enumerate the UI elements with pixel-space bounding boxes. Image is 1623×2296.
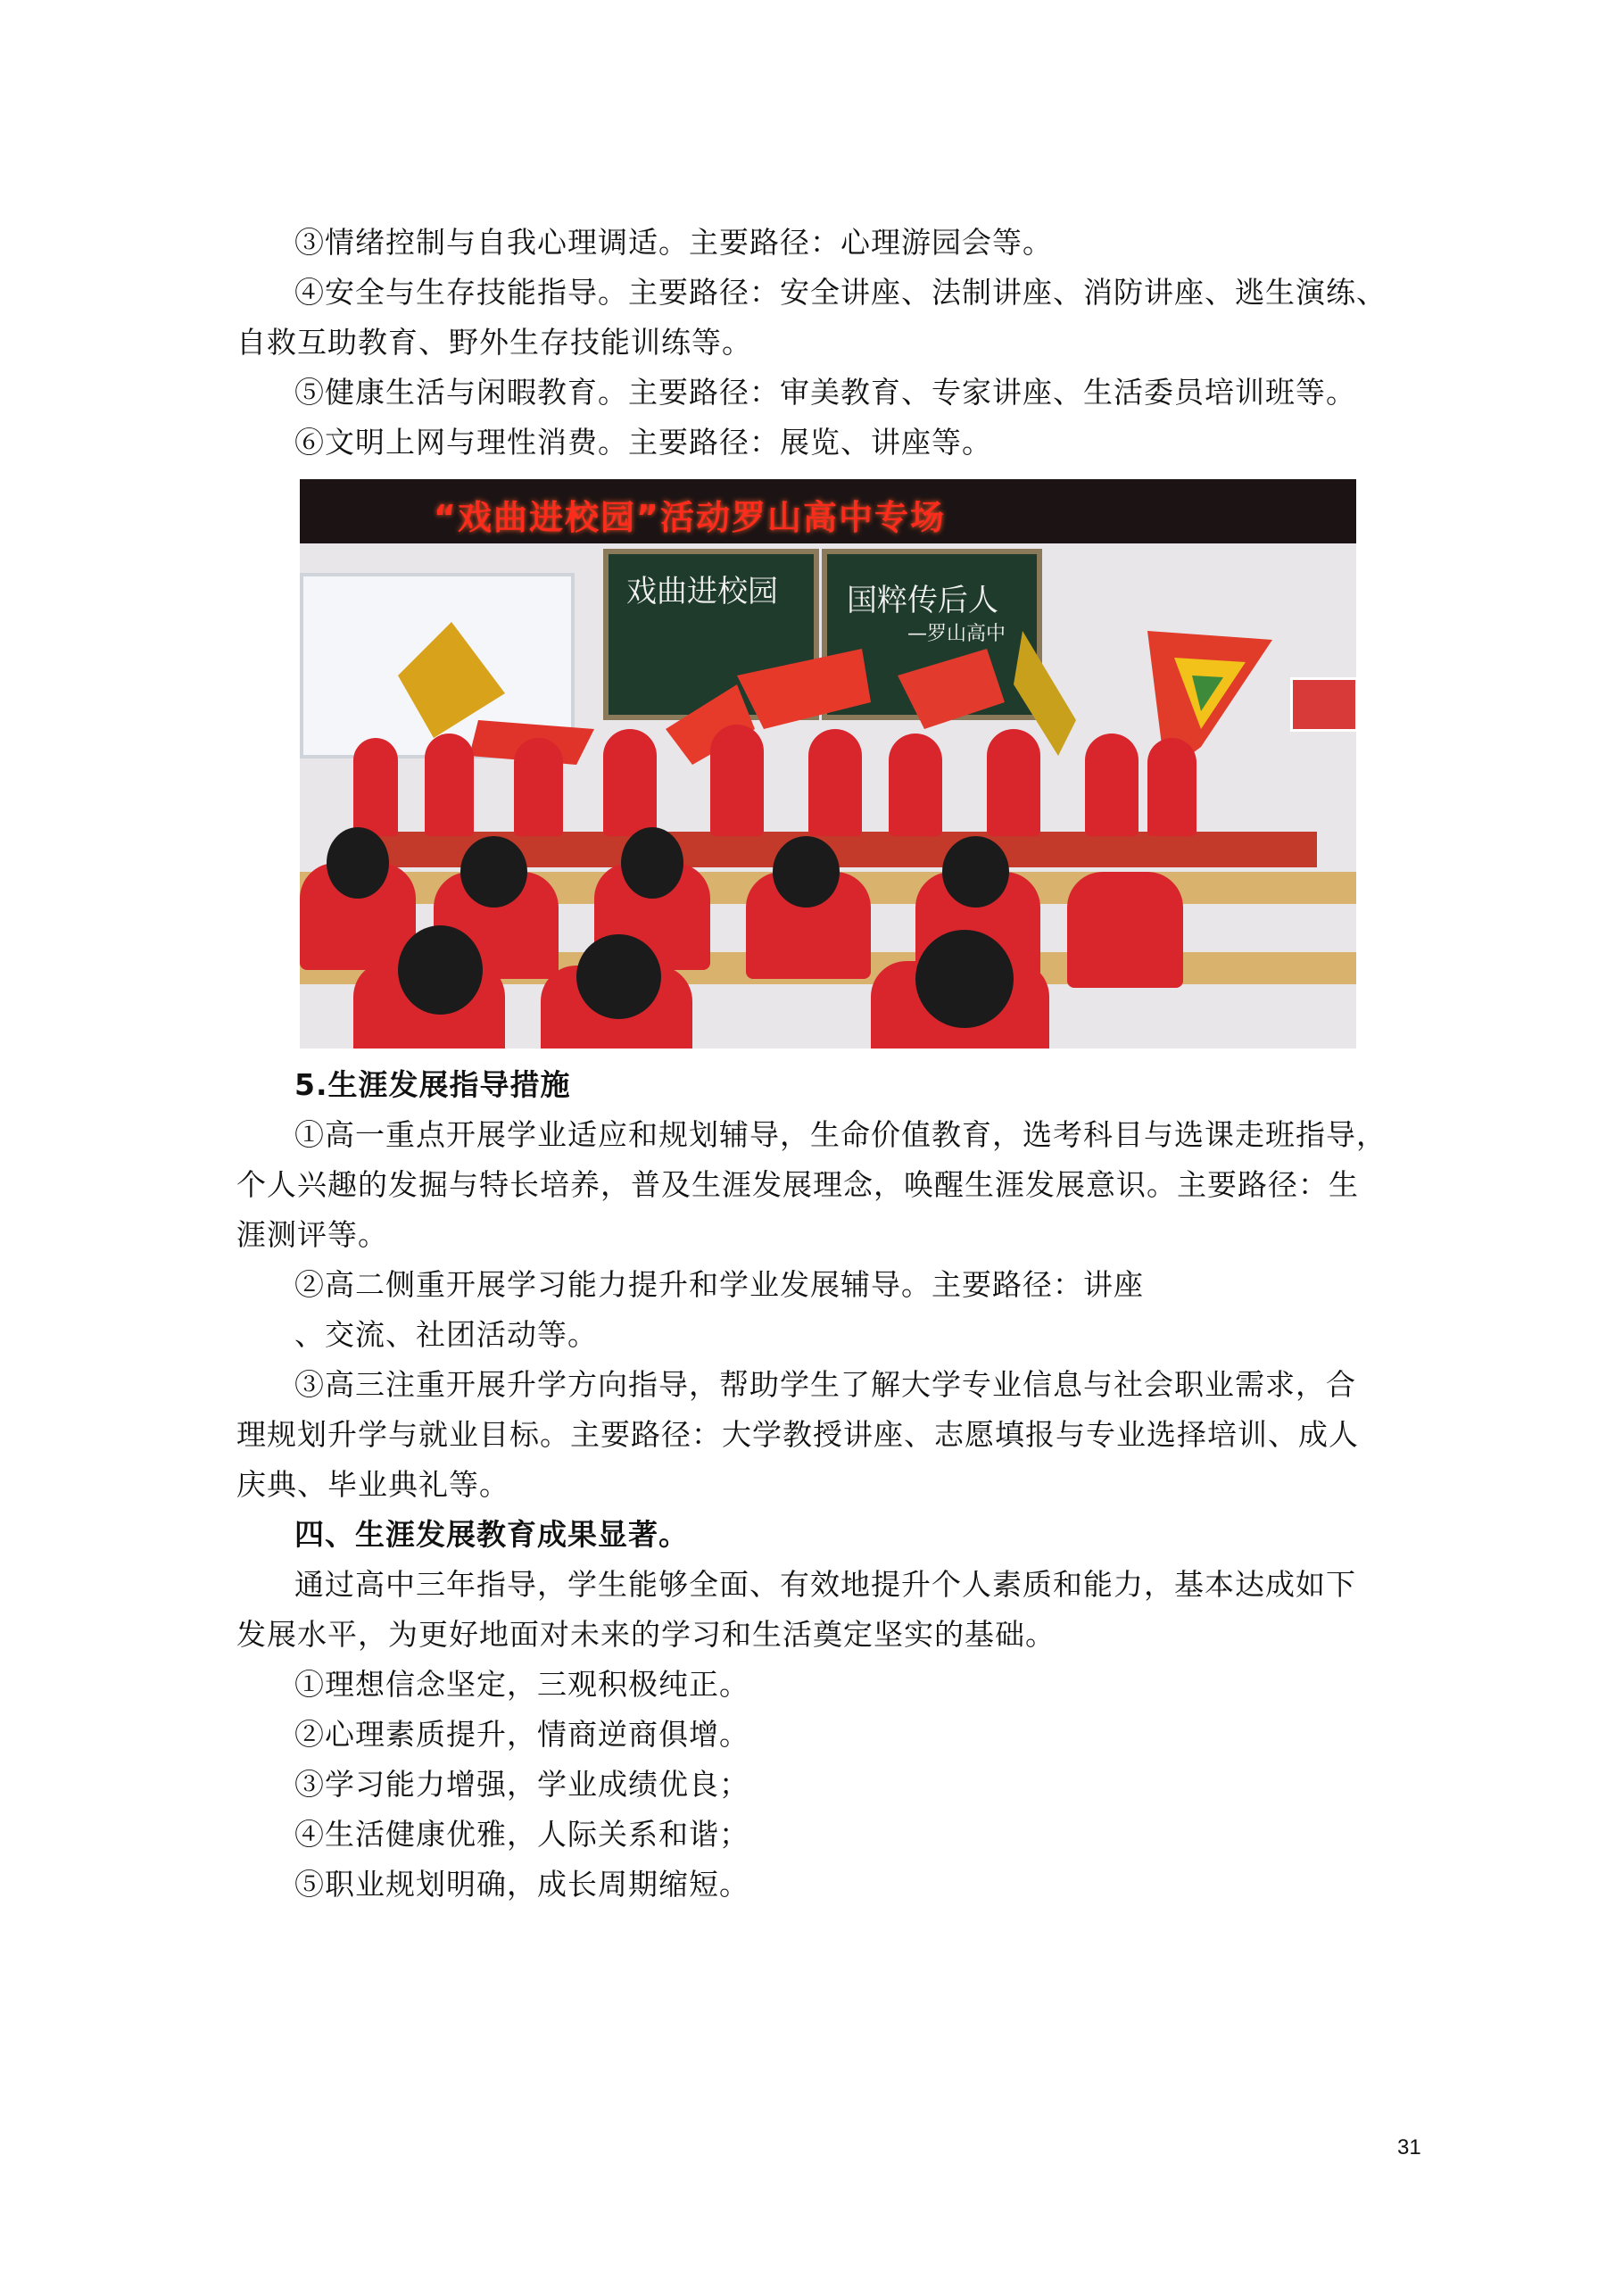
photo-audience-head: [621, 827, 683, 899]
photo-performer: [808, 729, 862, 836]
photo-red-sign: [1290, 677, 1356, 732]
photo-performer: [889, 734, 942, 836]
section5-line: ①高一重点开展学业适应和规划辅导，生命价值教育，选考科目与选课走班指导，: [294, 1117, 1387, 1152]
section5-heading: 5.生涯发展指导措施: [294, 1067, 571, 1102]
photo-performer: [1085, 734, 1139, 836]
text-line-health: ⑤健康生活与闲暇教育。主要路径：审美教育、专家讲座、生活委员培训班等。: [294, 375, 1356, 410]
section4-line: ④生活健康优雅，人际关系和谐；: [294, 1817, 749, 1852]
photo-performer: [425, 734, 474, 836]
photo-performer: [603, 729, 657, 836]
photo-audience: [1067, 872, 1183, 988]
text-line-safety-cont: 自救互助教育、野外生存技能训练等。: [236, 325, 752, 360]
photo-performer: [514, 738, 563, 836]
section4-line: 发展水平，为更好地面对未来的学习和生活奠定坚实的基础。: [236, 1617, 1056, 1652]
section4-heading: 四、生涯发展教育成果显著。: [294, 1517, 689, 1552]
section5-line: 个人兴趣的发掘与特长培养，普及生涯发展理念，唤醒生涯发展意识。主要路径：生: [236, 1167, 1359, 1202]
photo-performer: [987, 729, 1040, 836]
photo-audience-head: [327, 827, 389, 899]
section5-line: ③高三注重开展升学方向指导，帮助学生了解大学专业信息与社会职业需求，合: [294, 1367, 1356, 1402]
text-line-emotion: ③情绪控制与自我心理调适。主要路径：心理游园会等。: [294, 225, 1053, 260]
section4-line: ③学习能力增强，学业成绩优良；: [294, 1767, 749, 1802]
photo-audience-head: [915, 930, 1014, 1028]
event-photo: [300, 479, 1356, 1049]
photo-audience-head: [398, 925, 483, 1015]
photo-board-left-text: 戏曲进校园: [626, 574, 778, 609]
photo-audience-head: [460, 836, 527, 908]
photo-audience-head: [942, 836, 1009, 908]
section4-line: ⑤职业规划明确，成长周期缩短。: [294, 1867, 749, 1902]
section4-line: ①理想信念坚定，三观积极纯正。: [294, 1667, 749, 1702]
text-line-safety: ④安全与生存技能指导。主要路径：安全讲座、法制讲座、消防讲座、逃生演练、: [294, 275, 1387, 310]
text-line-internet: ⑥文明上网与理性消费。主要路径：展览、讲座等。: [294, 425, 992, 460]
photo-board-right-sub: —罗山高中: [907, 623, 1006, 645]
section5-line: 涯测评等。: [236, 1217, 388, 1252]
section5-line: 理规划升学与就业目标。主要路径：大学教授讲座、志愿填报与专业选择培训、成人: [236, 1417, 1359, 1452]
section5-line: 庆典、毕业典礼等。: [236, 1467, 509, 1502]
photo-performer: [353, 738, 398, 836]
photo-audience-head: [576, 934, 661, 1019]
section4-line: 通过高中三年指导，学生能够全面、有效地提升个人素质和能力，基本达成如下: [294, 1567, 1356, 1602]
photo-banner-text: “戏曲进校园”活动罗山高中专场: [434, 498, 946, 537]
section4-line: ②心理素质提升，情商逆商俱增。: [294, 1717, 749, 1752]
section5-line: 、交流、社团活动等。: [294, 1317, 598, 1352]
photo-audience-head: [773, 836, 840, 908]
photo-banner: [300, 479, 1356, 543]
photo-board-right-text: 国粹传后人: [847, 583, 998, 618]
photo-performer: [1147, 738, 1197, 836]
section5-line: ②高二侧重开展学习能力提升和学业发展辅导。主要路径：讲座: [294, 1267, 1144, 1302]
photo-performer: [710, 725, 764, 836]
page-number: 31: [1397, 2135, 1421, 2159]
